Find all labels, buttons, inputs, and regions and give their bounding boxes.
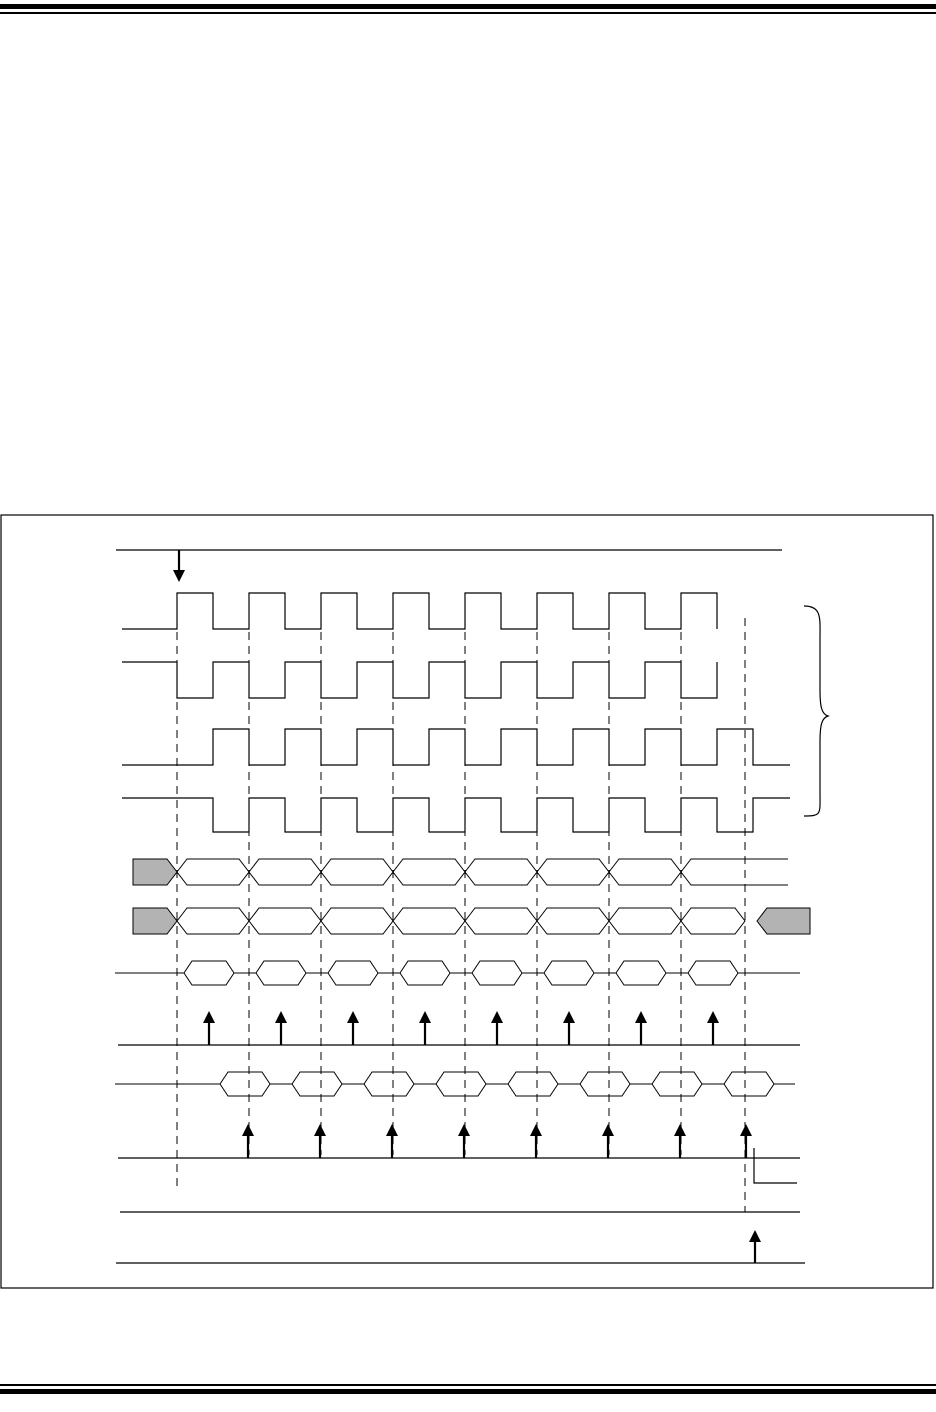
bottom-rule-thick	[0, 1389, 936, 1394]
bus-b-bit	[177, 908, 249, 934]
capture-b	[115, 1072, 800, 1158]
bus-a-bit	[681, 859, 788, 885]
bus-a-bit	[321, 859, 393, 885]
bottom-rule-thin	[0, 1384, 936, 1386]
capture-a-windows	[115, 961, 800, 985]
bus-b	[133, 908, 810, 934]
capture-b-sample-arrow	[458, 1124, 470, 1158]
bus-b-bit	[249, 908, 321, 934]
capture-a-sample-arrow	[707, 1011, 719, 1045]
figure-frame	[1, 515, 933, 1288]
capture-b-windows	[115, 1072, 795, 1096]
capture-b-sample-arrow	[674, 1124, 686, 1158]
capture-a-sample-arrow	[635, 1011, 647, 1045]
capture-a-sample-arrow	[203, 1011, 215, 1045]
capture-b-sample-arrow	[386, 1124, 398, 1158]
capture-a-sample-arrow	[491, 1011, 503, 1045]
bus-a-idle-start	[133, 859, 177, 885]
bus-a-bit	[465, 859, 537, 885]
bus-a	[133, 859, 788, 885]
bus-b-bit	[465, 908, 537, 934]
capture-b-sample-arrow	[530, 1124, 542, 1158]
bus-a-bit	[537, 859, 609, 885]
capture-a-sample-arrow	[419, 1011, 431, 1045]
bus-b-bit	[537, 908, 609, 934]
final-strobe-arrow	[749, 1230, 761, 1263]
capture-b-sample-arrow	[242, 1124, 254, 1158]
clock-b-positive	[122, 729, 790, 765]
capture-b-sample-arrow	[740, 1124, 752, 1158]
bus-a-bit	[177, 859, 249, 885]
done-step-rise	[754, 1148, 797, 1183]
capture-b-sample-arrow	[602, 1124, 614, 1158]
bus-a-bit	[609, 859, 681, 885]
bus-a-bit	[249, 859, 321, 885]
capture-a-sample-arrow	[563, 1011, 575, 1045]
bus-b-bit	[609, 908, 681, 934]
capture-a-sample-arrow	[347, 1011, 359, 1045]
bus-b-idle-start	[133, 908, 177, 934]
bus-b-bit	[681, 908, 745, 934]
bus-b-idle-end	[757, 908, 810, 934]
bus-a-bit	[393, 859, 465, 885]
trigger-arrow	[173, 550, 185, 582]
clock-a-negative	[122, 662, 717, 698]
bus-b-bit	[393, 908, 465, 934]
clock-a-positive	[122, 593, 717, 629]
capture-a	[115, 961, 800, 1045]
capture-b-sample-arrow	[314, 1124, 326, 1158]
capture-a-sample-arrow	[275, 1011, 287, 1045]
clock-group-brace	[804, 606, 828, 816]
bus-b-bit	[321, 908, 393, 934]
clock-b-negative	[122, 798, 790, 832]
